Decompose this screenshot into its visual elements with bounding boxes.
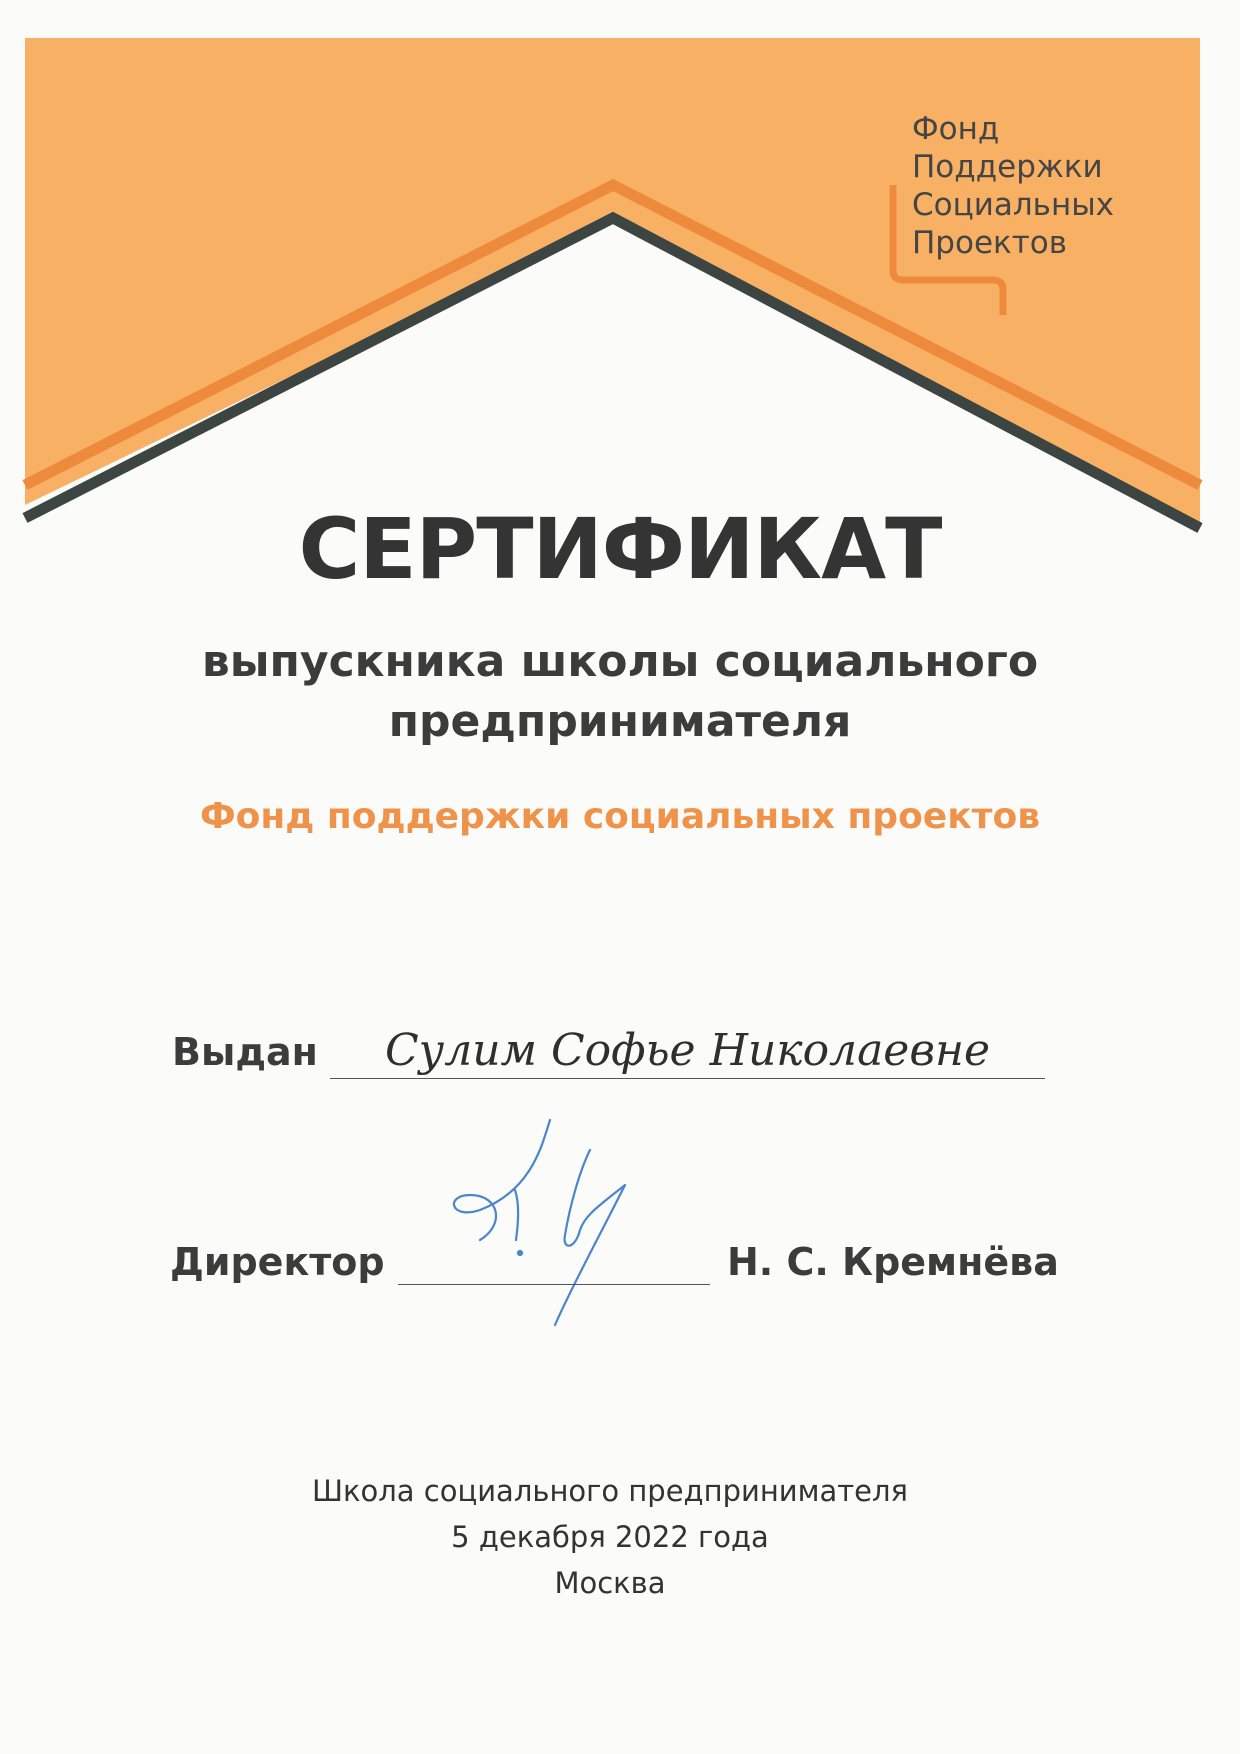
logo-line-4: Проектов bbox=[912, 225, 1068, 261]
logo-line-1: Фонд bbox=[912, 111, 1000, 147]
footer-school: Школа социального предпринимателя bbox=[311, 1474, 908, 1508]
recipient-name: Сулим Софье Николаевне bbox=[385, 1025, 990, 1076]
footer-date: 5 декабря 2022 года bbox=[451, 1520, 769, 1554]
logo-line-2: Поддержки bbox=[912, 149, 1103, 185]
logo-line-3: Социальных bbox=[912, 187, 1115, 223]
subtitle-line-2: предпринимателя bbox=[388, 696, 852, 747]
issued-label: Выдан bbox=[172, 1030, 318, 1074]
footer-city: Москва bbox=[554, 1566, 666, 1600]
certificate-subtitle bbox=[0, 632, 1240, 752]
organization-name: Фонд поддержки социальных проектов bbox=[199, 796, 1041, 837]
director-signature bbox=[440, 1115, 670, 1335]
director-name: Н. С. Кремнёва bbox=[727, 1240, 1059, 1284]
logo-bracket-icon bbox=[885, 185, 1020, 315]
certificate-title: СЕРТИФИКАТ bbox=[298, 500, 942, 598]
signature-line bbox=[398, 1284, 710, 1285]
director-label: Директор bbox=[170, 1240, 385, 1284]
certificate-footer bbox=[0, 1468, 1220, 1606]
subtitle-line-1: выпускника школы социального bbox=[201, 636, 1039, 687]
recipient-underline bbox=[330, 1078, 1045, 1079]
header-banner bbox=[0, 0, 1240, 560]
